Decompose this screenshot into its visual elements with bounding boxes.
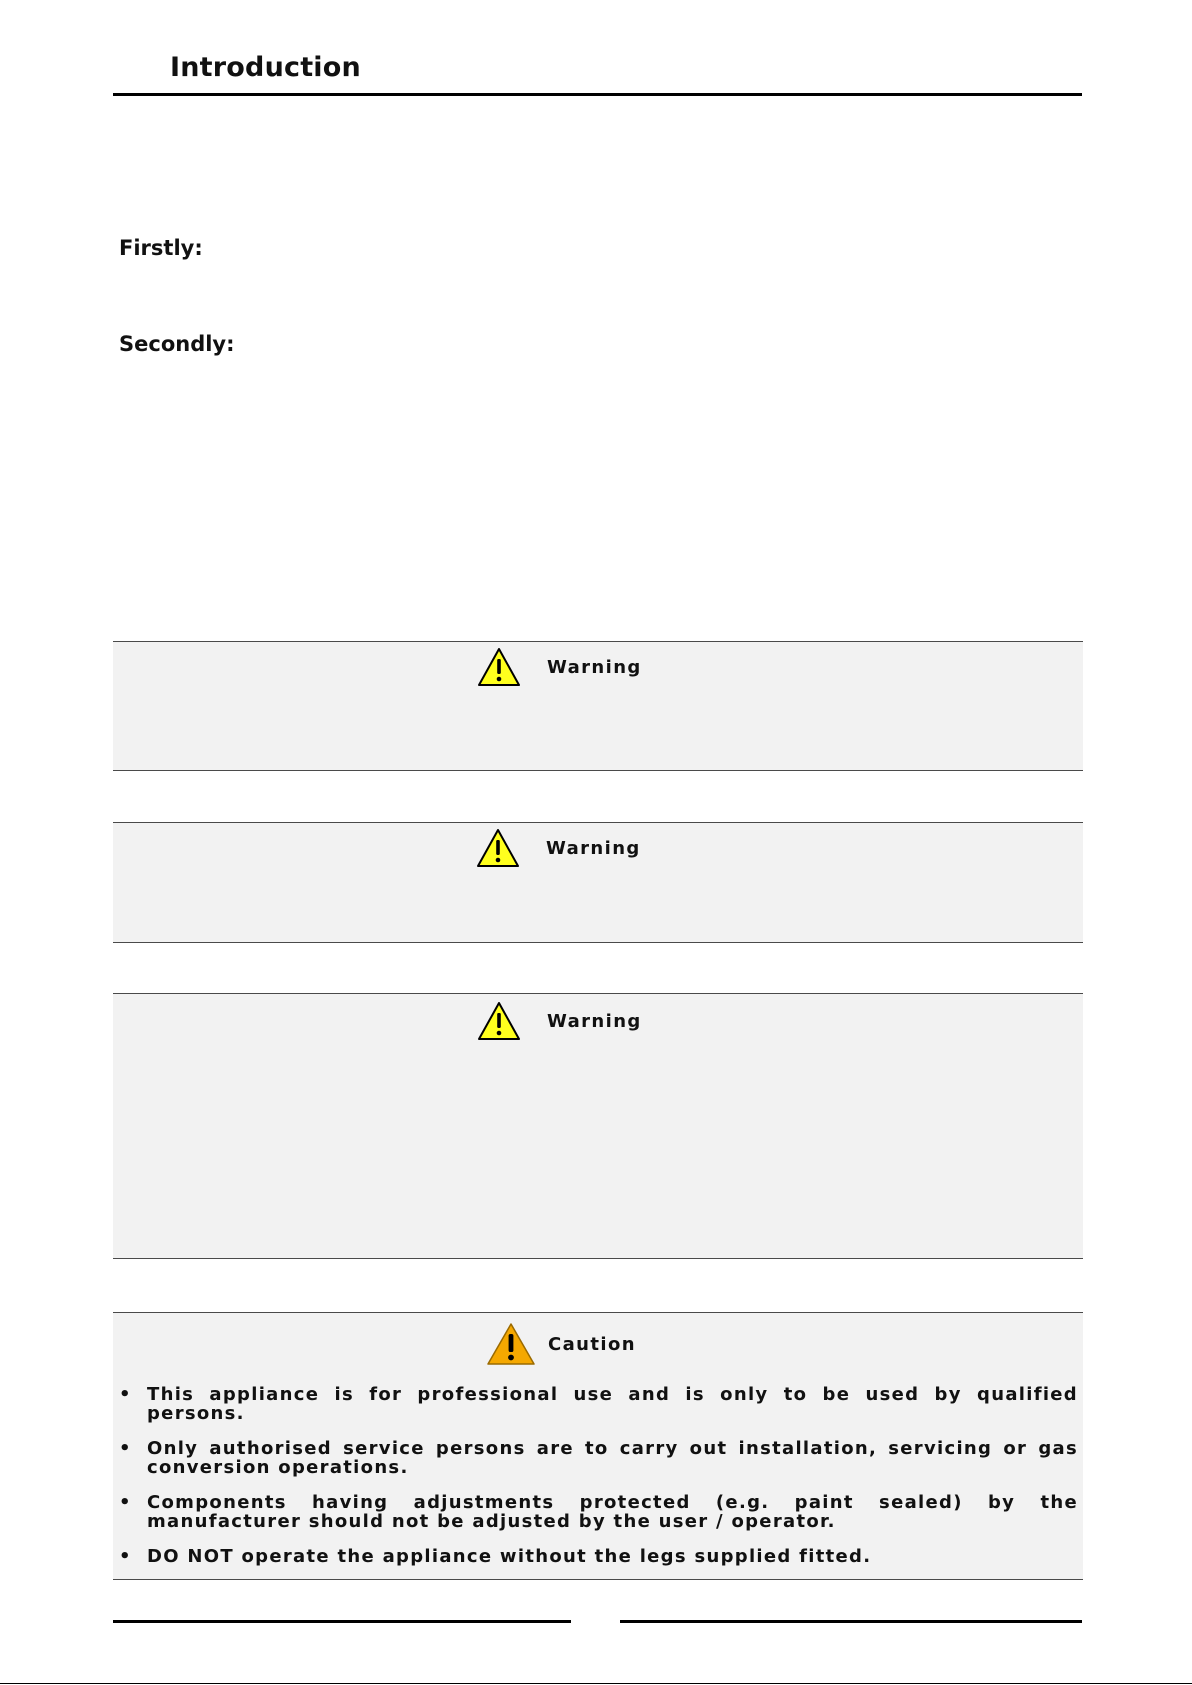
warning-title: Warning [547, 1010, 642, 1032]
secondly-label: Secondly: [119, 332, 235, 356]
caution-item-text: Components having adjustments protected (e.g. paint sealed) by the manufacturer should not be adjusted by the user / operator. [147, 1492, 1078, 1532]
list-item [113, 1439, 1078, 1477]
warning-title: Warning [546, 837, 641, 859]
header-rule [113, 93, 1082, 96]
bullet-icon: • [119, 1546, 132, 1567]
bullet-icon: • [119, 1438, 132, 1459]
caution-box [113, 1312, 1083, 1580]
list-item [113, 1493, 1078, 1531]
warning-triangle-icon [477, 1001, 521, 1041]
caution-item-text: DO NOT operate the appliance without the legs supplied fitted. [147, 1546, 872, 1567]
warning-box-2 [113, 822, 1083, 943]
bullet-icon: • [119, 1384, 132, 1405]
caution-item-text: Only authorised service persons are to carry out installation, servicing or gas conversion operations. [147, 1438, 1078, 1478]
caution-triangle-icon [486, 1322, 536, 1366]
warning-header [477, 1001, 642, 1041]
caution-header [486, 1322, 636, 1366]
warning-box-1 [113, 641, 1083, 771]
caution-title: Caution [548, 1333, 636, 1355]
firstly-label: Firstly: [119, 236, 203, 260]
page-bottom-rule [0, 1683, 1192, 1684]
list-item [113, 1385, 1078, 1423]
caution-item-text: This appliance is for professional use and is only to be used by qualified persons. [147, 1384, 1078, 1424]
warning-box-3 [113, 993, 1083, 1259]
warning-header [477, 647, 642, 687]
warning-title: Warning [547, 656, 642, 678]
warning-header [476, 828, 641, 868]
list-item [113, 1547, 1078, 1566]
caution-list [113, 1385, 1078, 1582]
page-title: Introduction [170, 52, 361, 83]
footer-rule-left [113, 1620, 571, 1623]
warning-triangle-icon [477, 647, 521, 687]
bullet-icon: • [119, 1492, 132, 1513]
warning-triangle-icon [476, 828, 520, 868]
footer-rule-right [620, 1620, 1082, 1623]
